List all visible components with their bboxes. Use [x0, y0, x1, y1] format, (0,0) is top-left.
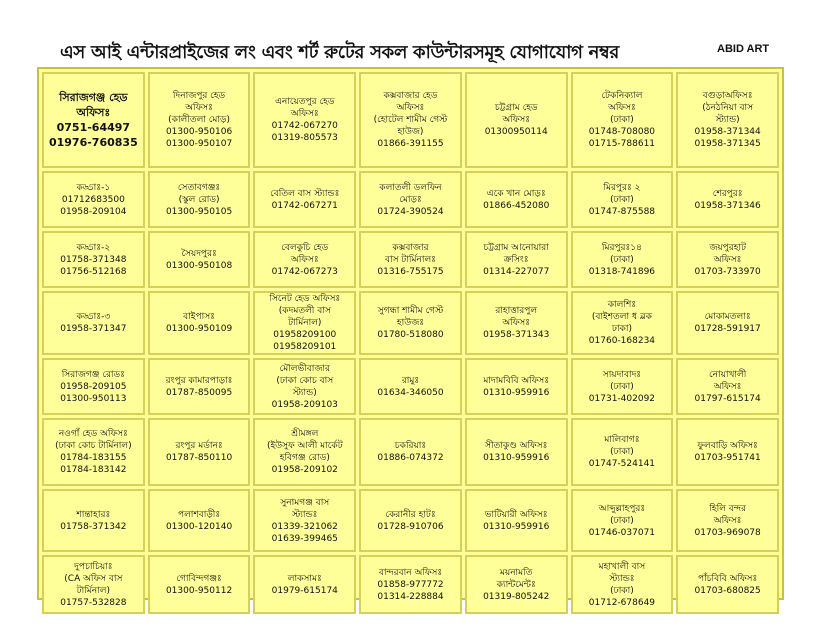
- cell-line: বগুড়াঅফিসঃ: [702, 91, 753, 101]
- cell-line: 01300-950105: [165, 206, 233, 217]
- table-cell: [359, 358, 462, 415]
- cell-line: বেতিল বাস স্ট্যান্ডঃ: [270, 188, 340, 199]
- table-cell: [148, 418, 251, 486]
- table-cell: [148, 555, 251, 614]
- cell-line: 01712-678649: [588, 597, 656, 608]
- cell-line: (কদমতলী বাস: [278, 306, 331, 316]
- cell-line: (CA অফিস বাস: [64, 573, 123, 584]
- cell-line: (ঢাকা): [610, 447, 634, 457]
- cell-line: 01958-209103: [271, 399, 338, 410]
- cell-line: অফিসঃ: [502, 115, 531, 125]
- cell-line: (হোটেল শামীম গেস্ট: [373, 115, 448, 125]
- brand-label: ABID ART: [717, 43, 770, 55]
- cell-line: অফিসঃ: [76, 106, 111, 119]
- cell-line: 01639-399465: [271, 533, 338, 544]
- table-cell: [359, 555, 462, 614]
- table-cell: [465, 358, 568, 415]
- table-cell: [148, 171, 251, 228]
- table-cell: [676, 171, 779, 228]
- table-cell: [253, 72, 356, 168]
- cell-line: নোয়াখালী: [708, 369, 747, 380]
- counter-contact-table: [37, 67, 784, 608]
- cell-line: কলাতলী ডলফিন: [379, 182, 442, 193]
- cell-line: স্ট্যান্ড): [292, 387, 317, 398]
- cell-line: 01318-741896: [588, 266, 656, 277]
- cell-line: 01797-615174: [694, 393, 761, 404]
- cell-line: মোড়ঃ: [399, 194, 422, 205]
- table-cell: [676, 358, 779, 415]
- cell-line: আব্দুল্লাহপুরঃ: [598, 503, 646, 514]
- table-cell: [571, 291, 674, 355]
- cell-line: 01866-452080: [483, 200, 550, 211]
- table-cell: [148, 72, 251, 168]
- cell-line: হাউজ): [397, 127, 424, 137]
- cell-line: লাকসামঃ: [287, 573, 322, 584]
- cell-line: এনায়েতপুর হেড: [275, 97, 335, 107]
- cell-line: 01958-371344: [694, 127, 761, 137]
- page-title: এস আই এন্টারপ্রাইজের লং এবং শর্ট রুটের সকল কাউন্টারসমূহ যোগাযোগ নম্বর: [60, 42, 619, 63]
- cell-line: বান্দরবান অফিসঃ: [378, 567, 443, 578]
- cell-line: 01712683500: [61, 194, 125, 205]
- cell-line: (ঢাকা): [610, 254, 634, 265]
- cell-line: 01300-950107: [165, 139, 233, 149]
- cell-line: 01756-512168: [60, 266, 127, 277]
- cell-line: সুগন্ধা শামীম গেস্ট: [377, 306, 444, 316]
- table-cell: [359, 72, 462, 168]
- cell-line: 01958-371343: [483, 330, 550, 340]
- cell-line: 01742-067270: [271, 121, 338, 131]
- cell-line: রাহাত্তারপুল: [495, 306, 538, 316]
- cell-line: হবিগঞ্জ রোড): [279, 453, 330, 463]
- cell-line: (ঢাকা): [610, 115, 634, 125]
- table-cell: [676, 72, 779, 168]
- table-cell: [465, 489, 568, 552]
- cell-line: অফিসঃ: [290, 109, 319, 119]
- table-cell: [253, 358, 356, 415]
- cell-line: 01703-680825: [694, 585, 761, 596]
- table-cell: [359, 489, 462, 552]
- cell-line: 01758-371342: [60, 521, 127, 532]
- cell-line: 01742-067271: [271, 200, 338, 211]
- table-cell: [571, 358, 674, 415]
- cell-line: (ঢাকা): [610, 381, 634, 392]
- cell-line: 01715-788611: [588, 139, 656, 149]
- table-cell: [42, 489, 145, 552]
- cell-line: 01319-805573: [271, 133, 338, 143]
- table-cell: [42, 291, 145, 355]
- cell-line: গোবিন্দগঞ্জঃ: [176, 573, 222, 584]
- cell-line: (ঢাকা কোচ বাস: [276, 375, 334, 386]
- table-cell: [359, 231, 462, 288]
- cell-line: 01979-615174: [271, 585, 338, 596]
- table-cell: [465, 231, 568, 288]
- cell-line: স্ট্যান্ডঃ: [292, 509, 318, 520]
- table-cell: [571, 418, 674, 486]
- cell-line: 01780-518080: [377, 330, 444, 340]
- table-cell: [676, 418, 779, 486]
- cell-line: (ঢাকা কোচ টার্মিনাল): [55, 441, 132, 451]
- cell-line: সৈয়দপুরঃ: [181, 248, 217, 259]
- cell-line: 01319-805242: [483, 591, 550, 602]
- cell-line: 01958209100: [273, 330, 337, 340]
- cell-line: শেরপুরঃ: [712, 188, 743, 199]
- cell-line: 01314-228884: [377, 591, 444, 602]
- cell-line: 01958-209104: [60, 206, 127, 217]
- cell-line: ঢাকা): [611, 324, 632, 334]
- cell-line: 01634-346050: [377, 387, 444, 398]
- table-cell: [676, 555, 779, 614]
- cell-line: অফিসঃ: [608, 103, 636, 113]
- cell-line: টেকনিক্যাল: [601, 91, 643, 101]
- cell-line: 01976-760835: [48, 136, 138, 149]
- cell-line: 01858-977772: [377, 579, 444, 590]
- table-cell: [253, 171, 356, 228]
- cell-line: 01300-120140: [165, 521, 233, 532]
- table-cell: [571, 489, 674, 552]
- cell-line: সেতাবগঞ্জঃ: [177, 182, 221, 193]
- cell-line: 01784-183155: [60, 453, 127, 463]
- cell-line: 01758-371348: [60, 254, 127, 265]
- cell-line: মিরপুরঃ ২: [603, 182, 641, 193]
- table-cell: [465, 291, 568, 355]
- cell-line: (স্কুল রোড): [178, 194, 220, 205]
- cell-line: ক্রসিংঃ: [503, 254, 529, 265]
- cell-line: একে খান মোড়ঃ: [486, 188, 546, 199]
- cell-line: 01300950114: [484, 127, 548, 137]
- cell-line: 01310-959916: [483, 387, 550, 398]
- cell-line: হিলি বন্দর: [709, 503, 746, 514]
- cell-line: 01886-074372: [377, 453, 444, 463]
- cell-line: 01724-390524: [377, 206, 444, 217]
- cell-line: স্ট্যান্ড): [715, 115, 740, 125]
- cell-line: 01784-183142: [60, 465, 127, 475]
- cell-line: 01747-524141: [588, 459, 656, 469]
- table-cell: [465, 171, 568, 228]
- cell-line: অফিসঃ: [396, 103, 425, 113]
- cell-line: কালশিঃ: [607, 300, 637, 310]
- cell-line: 01703-951741: [694, 453, 761, 463]
- cell-line: 01339-321062: [271, 521, 338, 532]
- cell-line: অফিসঃ: [713, 515, 742, 526]
- cell-line: সিরাজগঞ্জ রোডঃ: [61, 369, 125, 380]
- cell-line: চট্টগ্রাম আনোয়ারা: [483, 242, 549, 253]
- cell-line: 0751-64497: [56, 121, 131, 134]
- table-cell: [676, 291, 779, 355]
- cell-line: অফিসঃ: [713, 381, 742, 392]
- cell-line: মোকামতলাঃ: [704, 312, 751, 322]
- cell-line: মিরপুরঃ১৪: [601, 242, 642, 253]
- cell-line: (ঢাকা): [610, 585, 634, 596]
- cell-line: 01728-910706: [377, 521, 444, 532]
- cell-line: মহাখালী বাস: [598, 561, 646, 572]
- cell-line: সিনেট হেড অফিসঃ: [269, 294, 341, 304]
- table-cell: [571, 171, 674, 228]
- table-cell: [571, 72, 674, 168]
- cell-line: শ্রীমঙ্গল: [291, 429, 319, 439]
- cell-line: 01958-371345: [694, 139, 761, 149]
- cell-line: কক্সবাজার: [392, 242, 429, 253]
- table-cell: [571, 231, 674, 288]
- cell-line: (ঠনঠনিয়া বাস: [702, 103, 754, 113]
- table-cell: [253, 555, 356, 614]
- cell-line: (বাইশতলা ধ ব্লক: [591, 312, 652, 322]
- cell-line: 01748-708080: [588, 127, 656, 137]
- cell-line: রামুঃ: [401, 375, 420, 386]
- cell-line: বাইপাসঃ: [183, 312, 215, 322]
- cell-line: কড্ডাঃ-২: [76, 242, 111, 253]
- cell-line: বেলকুচি হেড: [281, 242, 329, 253]
- cell-line: টার্মিনাল): [76, 585, 110, 596]
- cell-line: 01300-950106: [165, 127, 233, 137]
- cell-line: কেরানীর হাটঃ: [385, 509, 436, 520]
- table-cell: [42, 418, 145, 486]
- cell-line: ক্যান্টমেন্টঃ: [496, 579, 536, 590]
- table-cell: [148, 231, 251, 288]
- cell-line: চকরিয়াঃ: [394, 441, 427, 451]
- cell-line: 01728-591917: [694, 324, 761, 334]
- cell-line: সায়দাবাদঃ: [602, 369, 642, 380]
- cell-line: অফিসঃ: [290, 254, 319, 265]
- cell-line: 01760-168234: [588, 336, 656, 346]
- table-cell: [253, 489, 356, 552]
- cell-line: ভাটিয়ারী অফিসঃ: [484, 509, 548, 520]
- cell-line: 01300-950113: [60, 393, 127, 404]
- cell-line: হাউজঃ: [396, 318, 425, 328]
- cell-line: (ঢাকা): [610, 194, 634, 205]
- cell-line: ময়নামতি: [499, 567, 533, 578]
- cell-line: 01731-402092: [588, 393, 656, 404]
- cell-line: 01300-950109: [165, 324, 233, 334]
- table-cell: [465, 418, 568, 486]
- cell-line: 01958-371346: [694, 200, 761, 211]
- table-cell: [465, 72, 568, 168]
- cell-line: 01300-950112: [165, 585, 233, 596]
- cell-line: কড্ডাঃ-৩: [76, 312, 111, 322]
- table-cell: [571, 555, 674, 614]
- cell-line: (কালীতলা মোড়): [168, 115, 230, 125]
- cell-line: মৌলভীবাজার: [279, 363, 330, 374]
- cell-line: 01958-209102: [271, 465, 338, 475]
- cell-line: অফিসঃ: [713, 254, 742, 265]
- cell-line: (ইউসুফ আলী মার্কেট: [266, 441, 343, 451]
- cell-line: বাস টার্মিনালঃ: [384, 254, 436, 265]
- cell-line: 01314-227077: [483, 266, 550, 277]
- cell-line: 01742-067273: [271, 266, 338, 277]
- table-cell: [42, 231, 145, 288]
- cell-line: 01757-532828: [60, 597, 127, 608]
- table-cell: [676, 231, 779, 288]
- cell-line: 01958-371347: [60, 324, 127, 334]
- cell-line: নওগাঁ হেড অফিসঃ: [58, 429, 128, 439]
- table-cell: [359, 171, 462, 228]
- cell-line: 01747-875588: [588, 206, 656, 217]
- cell-line: সিরাজগঞ্জ হেড: [59, 91, 128, 104]
- cell-line: 01958209101: [273, 342, 337, 352]
- cell-line: 01746-037071: [588, 527, 656, 538]
- cell-line: রংপুর কামারপাড়াঃ: [165, 375, 233, 386]
- table-cell: [42, 72, 145, 168]
- table-cell: [253, 291, 356, 355]
- cell-line: 01958-209105: [60, 381, 127, 392]
- cell-line: চট্টগ্রাম হেড: [494, 103, 538, 113]
- table-cell: [465, 555, 568, 614]
- cell-line: 01300-950108: [165, 260, 233, 271]
- cell-line: টার্মিনাল): [288, 318, 322, 328]
- cell-line: 01703-733970: [694, 266, 761, 277]
- cell-line: 01316-755175: [377, 266, 444, 277]
- table-cell: [42, 171, 145, 228]
- table-cell: [42, 358, 145, 415]
- cell-line: সুনামগঞ্জ বাস: [280, 497, 330, 508]
- cell-line: স্ট্যান্ডঃ: [609, 573, 635, 584]
- cell-line: 01787-850095: [165, 387, 233, 398]
- cell-line: রংপুর মর্ডানঃ: [175, 441, 223, 451]
- table-cell: [359, 418, 462, 486]
- table-cell: [253, 418, 356, 486]
- table-cell: [676, 489, 779, 552]
- table-cell: [359, 291, 462, 355]
- cell-line: (ঢাকা): [610, 515, 634, 526]
- table-cell: [253, 231, 356, 288]
- cell-line: ফুলবাড়ি অফিসঃ: [697, 441, 758, 451]
- cell-line: 01787-850110: [165, 453, 233, 463]
- cell-line: পাঁচবিবি অফিসঃ: [697, 573, 758, 584]
- cell-line: 01866-391155: [377, 139, 444, 149]
- cell-line: 01703-969078: [694, 527, 761, 538]
- page-header: [0, 38, 825, 64]
- cell-line: মাদামবিবি অফিসঃ: [483, 375, 550, 386]
- cell-line: জয়পুরহাট: [709, 242, 746, 253]
- cell-line: 01310-959916: [483, 521, 550, 532]
- cell-line: অফিসঃ: [185, 103, 213, 113]
- cell-line: শান্তাহারঃ: [76, 509, 111, 520]
- cell-line: কড্ডাঃ-১: [76, 182, 111, 193]
- table-cell: [148, 291, 251, 355]
- cell-line: দিনাজপুর হেড: [172, 91, 226, 101]
- cell-line: মালিবাগঃ: [604, 435, 640, 445]
- cell-line: 01310-959916: [483, 453, 550, 463]
- cell-line: সীতাকুণ্ড অফিসঃ: [485, 441, 548, 451]
- cell-line: অফিসঃ: [502, 318, 531, 328]
- cell-line: পলাশবাড়ীঃ: [177, 509, 221, 520]
- cell-line: কক্সবাজার হেড: [383, 91, 438, 101]
- cell-line: দুপচাচিয়াঃ: [74, 561, 113, 572]
- table-cell: [148, 489, 251, 552]
- table-cell: [42, 555, 145, 614]
- table-cell: [148, 358, 251, 415]
